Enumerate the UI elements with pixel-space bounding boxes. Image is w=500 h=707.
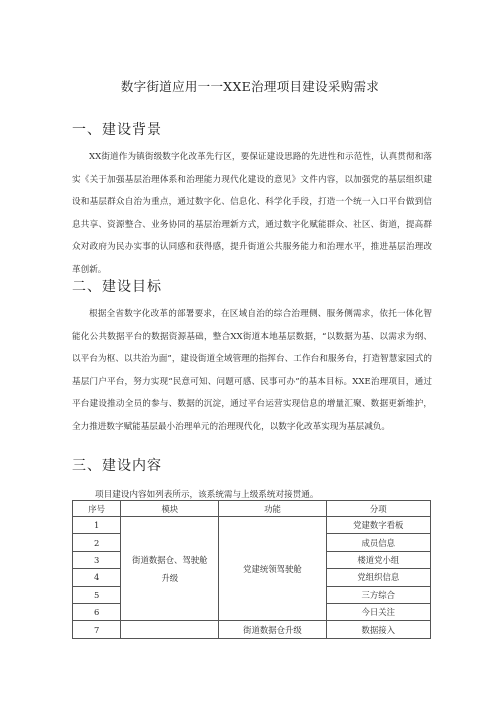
header-module: 模块 [121,501,219,517]
section-3-lead: 项目建设内容如列表所示，该系统需与上级系统对接贯通。 [95,490,319,500]
subitem-cell: 党建数字看板 [326,517,430,534]
subitem-cell: 三方综合 [326,586,430,603]
row-number: 6 [73,603,121,620]
row-number: 4 [73,569,121,586]
table-row [73,517,431,534]
header-no: 序号 [73,501,121,517]
function-cell-a: 党建统领驾驶舱 [219,517,326,621]
section-1-body: XX街道作为镇街级数字化改革先行区，要保证建设思路的先进性和示范性，认真贯彻和落实《关于加强基层治理体系和治理能力现代化建设的意见》文件内容，以加强党的基层组织建设和基层群众自治为重点，通过数字化、信息化、科学化手段，打造一个统一入口平台做到信息共享、资源整合、业务协同的基层治理新方式，通过数字化赋能群众、社区、街道，提高群众对政府为民办实事的认同感和获得感，提升街道公共服务能力和治理水平，推进基层治理改革创新。 [72,152,432,275]
document-title: 数字街道应用一一XXE治理项目建设采购需求 [120,79,380,94]
function-cell-b: 街道数据仓升级 [219,621,326,638]
subitem-cell: 数据接入 [326,621,430,638]
subitem-cell: 今日关注 [326,603,430,620]
subitem-cell: 党组织信息 [326,569,430,586]
row-number: 1 [73,517,121,534]
table-header-row [73,501,431,517]
row-number: 2 [73,534,121,551]
module-cell: 街道数据仓、驾驶舱升级 [121,517,219,621]
row-number: 3 [73,551,121,568]
subitem-cell: 楼道党小组 [326,551,430,568]
section-1-heading: 一、建设背景 [72,122,162,138]
row-number: 7 [73,621,121,638]
header-subitem: 分项 [326,501,430,517]
row-number: 5 [73,586,121,603]
table-row [73,621,431,638]
module-cell-empty [121,621,219,638]
section-2-body: 根据全省数字化改革的部署要求，在区域自治的综合治理侧、服务侧需求，依托一体化智能化公共数据平台的数据资源基础，整合XX街道本地基层数据，“以数据为基、以需求为纲、以平台为枢、以共治为面”，建设街道全域管理的指挥台、工作台和服务台，打造智慧家园式的基层门户平台，努力实现“民意可知、问题可感、民事可办”的基本目标。XXE治理项目，通过平台建设推动全员的参与、数据的沉淀，通过平台运营实现信息的增量汇聚、数据更新维护，全力推进数字赋能基层最小治理单元的治理现代化，以数字化改革实现为基层减负。 [72,309,432,432]
content-table [72,500,431,639]
subitem-cell: 成员信息 [326,534,430,551]
section-2-heading: 二、建设目标 [72,279,162,295]
header-function: 功能 [219,501,326,517]
section-3-heading: 三、建设内容 [72,458,162,474]
